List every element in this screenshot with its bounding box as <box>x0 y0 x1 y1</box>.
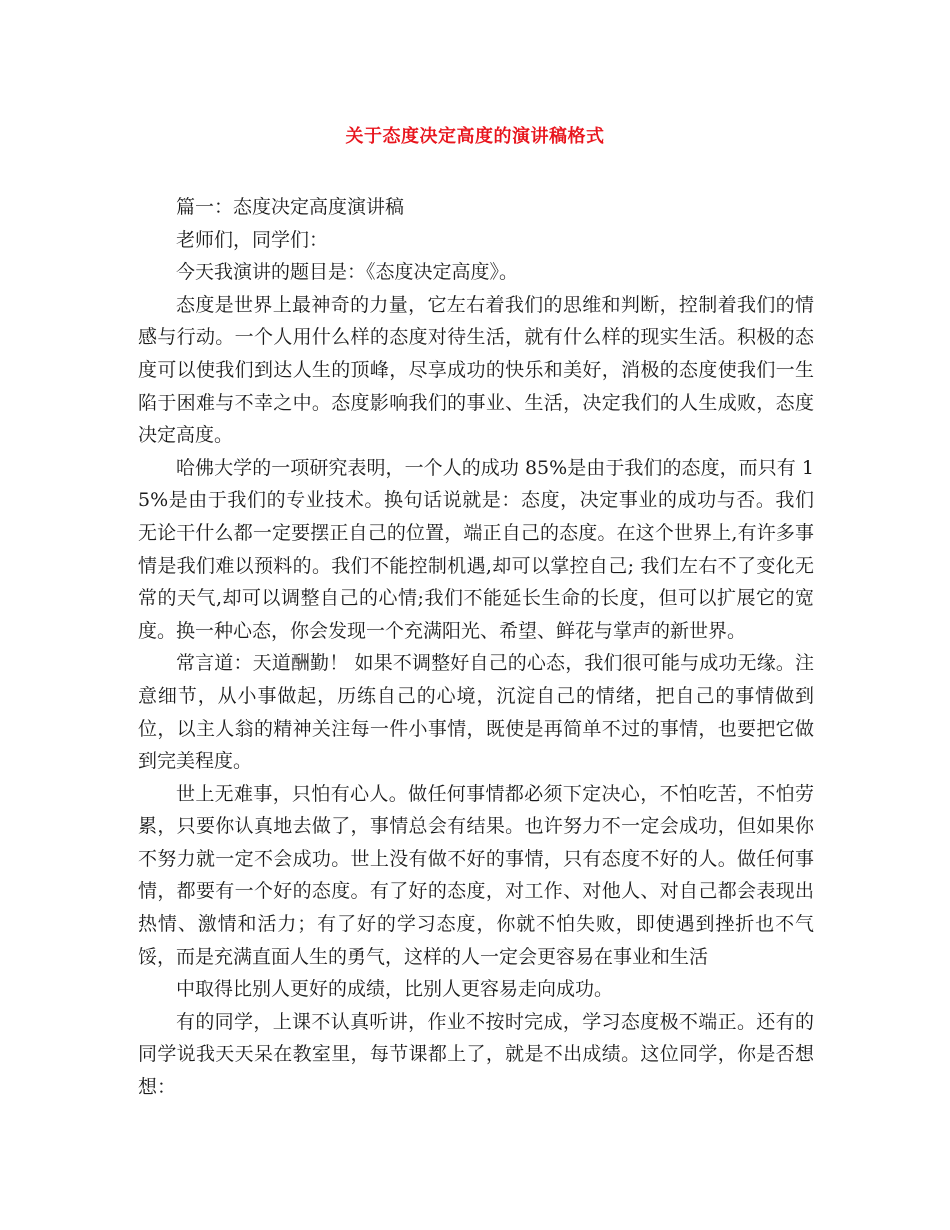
body-paragraph: 哈佛大学的一项研究表明，一个人的成功 85%是由于我们的态度，而只有 15%是由于我们的专业技术。换句话说就是：态度，决定事业的成功与否。我们无论干什么都一定要摆正自己的位置，端正自己的态度。在这个世界上,有许多事情是我们难以预料的。我们不能控制机遇,却可以掌控自己; 我们左右不了变化无常的天气,却可以调整自己的心情;我们不能延长生命的长度，但可以扩展它的宽度。换一种心态，你会发现一个充满阳光、希望、鲜花与掌声的新世界。 <box>138 456 814 642</box>
body-paragraph: 常言道：天道酬勤！ 如果不调整好自己的心态，我们很可能与成功无缘。注意细节，从小事做起，历练自己的心境，沉淀自己的情绪，把自己的事情做到位，以主人翁的精神关注每一件小事情，既使是再简单不过的事情，也要把它做到完美程度。 <box>138 652 814 773</box>
document-body <box>138 191 814 1104</box>
document-title: 关于态度决定高度的演讲稿格式 <box>345 126 605 147</box>
section-heading: 篇一：态度决定高度演讲稿 <box>176 196 405 218</box>
salutation: 老师们，同学们： <box>176 228 329 251</box>
body-paragraph: 态度是世界上最神奇的力量，它左右着我们的思维和判断，控制着我们的情感与行动。一个人用什么样的态度对待生活，就有什么样的现实生活。积极的态度可以使我们到达人生的顶峰，尽享成功的快乐和美好，消极的态度使我们一生陷于困难与不幸之中。态度影响我们的事业、生活，决定我们的人生成败，态度决定高度。 <box>138 293 814 447</box>
body-paragraph: 中取得比别人更好的成绩，比别人更容易走向成功。 <box>176 978 614 1001</box>
speech-topic: 今天我演讲的题目是：《态度决定高度》。 <box>176 261 519 284</box>
body-paragraph: 世上无难事，只怕有心人。做任何事情都必须下定决心，不怕吃苦，不怕劳累，只要你认真地去做了，事情总会有结果。也许努力不一定会成功，但如果你不努力就一定不会成功。世上没有做不好的事情，只有态度不好的人。做任何事情，都要有一个好的态度。有了好的态度，对工作、对他人、对自己都会表现出热情、激情和活力；有了好的学习态度，你就不怕失败，即使遇到挫折也不气馁，而是充满直面人生的勇气，这样的人一定会更容易在事业和生活 <box>138 782 814 968</box>
body-paragraph: 有的同学，上课不认真听讲，作业不按时完成，学习态度极不端正。还有的同学说我天天呆在教室里，每节课都上了，就是不出成绩。这位同学，你是否想想： <box>138 1010 814 1099</box>
